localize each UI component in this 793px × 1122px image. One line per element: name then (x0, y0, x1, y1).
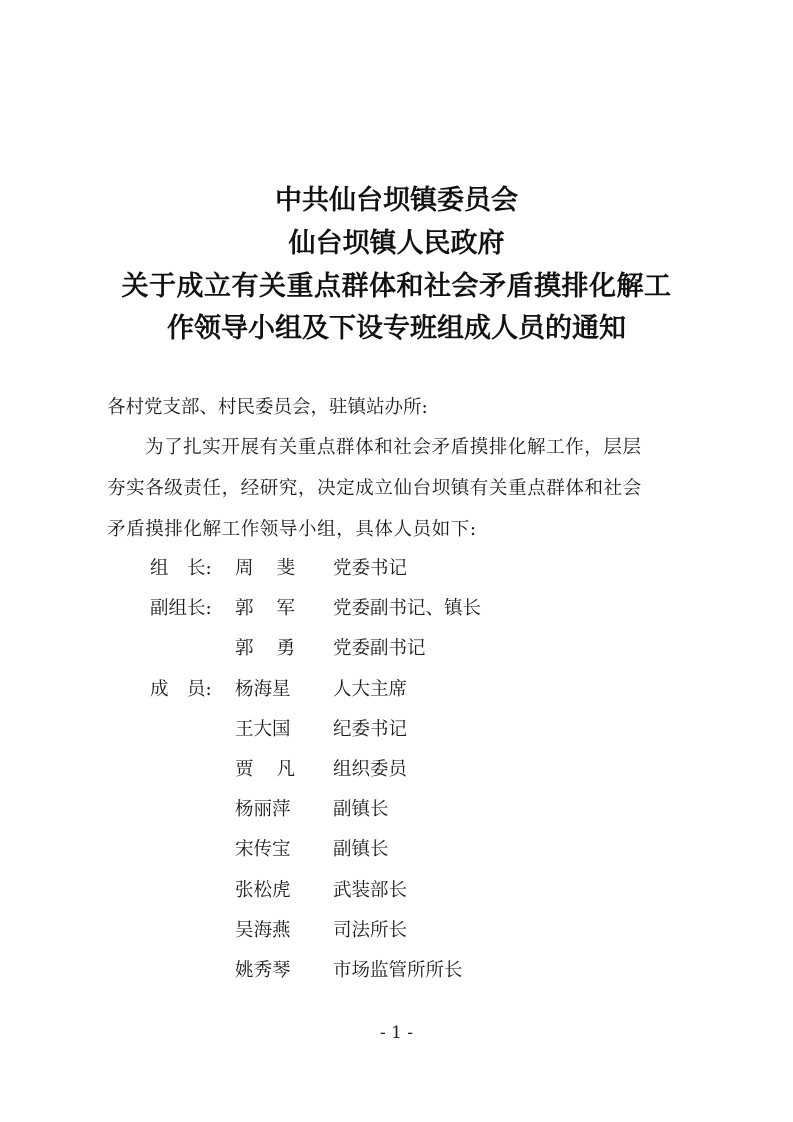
member-row (0, 918, 793, 944)
member-name-part: 吴海燕 (235, 919, 291, 941)
member-name-part: 贾 (235, 759, 254, 780)
member-post: 组织委员 (333, 759, 408, 780)
member-name (235, 837, 295, 863)
member-post: 人大主席 (333, 678, 408, 700)
title-line-3: 关于成立有关重点群体和社会矛盾摸排化解工 (121, 271, 672, 302)
member-role: 组 长: (150, 558, 212, 579)
member-name-part: 郭 (235, 638, 254, 660)
member-row (0, 636, 793, 662)
member-name-part: 杨丽萍 (235, 799, 291, 821)
member-name-part: 斐 (276, 558, 295, 579)
member-row (0, 717, 793, 743)
title-line-2: 仙台坝镇人民政府 (288, 228, 505, 259)
member-name (235, 878, 295, 904)
member-post: 副镇长 (333, 799, 389, 821)
member-name (235, 958, 295, 984)
member-post: 纪委书记 (333, 718, 408, 740)
member-row (0, 878, 793, 904)
body-line-2: 夯实各级责任，经研究，决定成立仙台坝镇有关重点群体和社会 (107, 478, 642, 499)
member-name (235, 556, 295, 582)
member-name-part: 姚秀琴 (235, 960, 291, 981)
member-post: 党委书记 (333, 558, 408, 579)
member-name (235, 717, 295, 743)
member-name (235, 797, 295, 823)
member-name-part: 凡 (276, 759, 295, 780)
member-row (0, 837, 793, 863)
member-post: 市场监管所所长 (333, 960, 463, 981)
member-name-part: 宋传宝 (235, 839, 291, 861)
member-name (235, 596, 295, 622)
salutation: 各村党支部、村民委员会，驻镇站办所: (107, 397, 428, 418)
title-line-4: 作领导小组及下设专班组成人员的通知 (167, 313, 626, 344)
member-row (0, 958, 793, 984)
member-row (0, 677, 793, 703)
member-name (235, 918, 295, 944)
page-number: - 1 - (379, 1023, 414, 1043)
member-name-part: 军 (276, 598, 295, 620)
member-row (0, 797, 793, 823)
member-name (235, 636, 295, 662)
member-post: 司法所长 (333, 919, 408, 941)
body-line-1: 为了扎实开展有关重点群体和社会矛盾摸排化解工作，层层 (145, 437, 642, 458)
member-name-part: 张松虎 (235, 879, 291, 901)
member-row (0, 757, 793, 783)
member-name-part: 郭 (235, 598, 254, 620)
member-name (235, 757, 295, 783)
member-row (0, 596, 793, 622)
member-name (235, 677, 295, 703)
member-post: 党委副书记 (333, 638, 426, 660)
member-name-part: 杨海星 (235, 678, 291, 700)
member-role: 成 员: (150, 678, 212, 700)
member-name-part: 周 (235, 558, 254, 579)
title-line-1: 中共仙台坝镇委员会 (275, 185, 518, 216)
member-row (0, 556, 793, 582)
member-name-part: 勇 (276, 638, 295, 660)
member-post: 副镇长 (333, 839, 389, 861)
member-post: 党委副书记、镇长 (333, 598, 482, 620)
member-role: 副组长: (150, 598, 212, 620)
member-name-part: 王大国 (235, 718, 291, 740)
member-post: 武装部长 (333, 879, 408, 901)
body-line-3: 矛盾摸排化解工作领导小组，具体人员如下: (107, 519, 477, 540)
